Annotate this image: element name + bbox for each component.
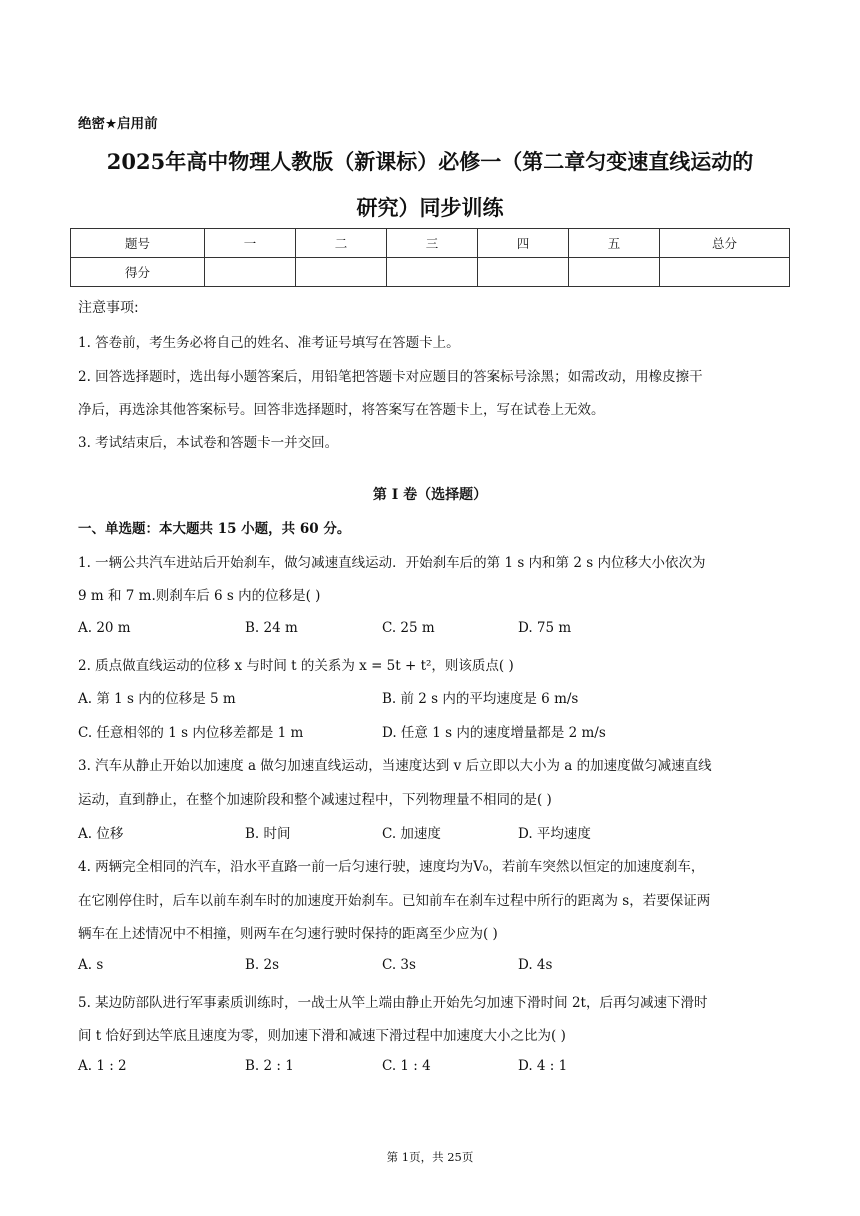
score-cell: 总分 — [660, 229, 790, 258]
question-2-option-a: A. 第 1 s 内的位移是 5 m — [78, 691, 236, 707]
question-3-line: 运动，直到静止，在整个加速阶段和整个减速过程中，下列物理量不相同的是( ) — [78, 792, 552, 808]
question-3-option-d: D. 平均速度 — [518, 826, 591, 842]
score-blank-cell — [205, 258, 296, 287]
notice-heading: 注意事项: — [78, 300, 139, 316]
question-3-option-c: C. 加速度 — [382, 826, 441, 842]
score-table-header-row — [71, 229, 790, 258]
question-2-line: 2. 质点做直线运动的位移 x 与时间 t 的关系为 x = 5t + t²，则该质点( ) — [78, 658, 514, 674]
page-title-line2: 研究）同步训练 — [356, 195, 504, 220]
notice-line: 净后，再选涂其他答案标号。回答非选择题时，将答案写在答题卡上，写在试卷上无效。 — [78, 402, 605, 418]
question-5-option-b: B. 2 : 1 — [245, 1058, 294, 1074]
question-4-option-c: C. 3s — [382, 957, 416, 973]
question-2-option-c: C. 任意相邻的 1 s 内位移差都是 1 m — [78, 725, 304, 741]
question-4-option-d: D. 4s — [518, 957, 553, 973]
question-4-line: 在它刚停住时，后车以前车刹车时的加速度开始刹车。已知前车在刹车过程中所行的距离为 s，若要保证两 — [78, 893, 711, 909]
question-2-option-d: D. 任意 1 s 内的速度增量都是 2 m/s — [382, 725, 606, 741]
question-4-line: 辆车在上述情况中不相撞，则两车在匀速行驶时保持的距离至少应为( ) — [78, 926, 498, 942]
question-1-line: 1. 一辆公共汽车进站后开始刹车，做匀减速直线运动．开始刹车后的第 1 s 内和第 2 s 内位移大小依次为 — [78, 555, 706, 571]
score-cell: 一 — [205, 229, 296, 258]
score-blank-cell — [296, 258, 387, 287]
question-1-option-b: B. 24 m — [245, 620, 298, 636]
question-5-option-d: D. 4 : 1 — [518, 1058, 568, 1074]
question-5-option-c: C. 1 : 4 — [382, 1058, 431, 1074]
score-cell: 五 — [569, 229, 660, 258]
score-blank-cell — [569, 258, 660, 287]
notice-line: 3. 考试结束后，本试卷和答题卡一并交回。 — [78, 435, 339, 451]
question-5-line: 间 t 恰好到达竿底且速度为零，则加速下滑和减速下滑过程中加速度大小之比为( ) — [78, 1028, 566, 1044]
page-footer: 第 1页，共 25页 — [386, 1150, 474, 1164]
score-blank-cell — [387, 258, 478, 287]
score-cell: 得分 — [71, 258, 205, 287]
question-4-option-a: A. s — [78, 957, 104, 973]
secret-label: 绝密★启用前 — [78, 116, 158, 132]
question-3-option-a: A. 位移 — [78, 826, 124, 842]
score-cell: 三 — [387, 229, 478, 258]
notice-line: 1. 答卷前，考生务必将自己的姓名、准考证号填写在答题卡上。 — [78, 335, 460, 351]
question-1-option-a: A. 20 m — [78, 620, 131, 636]
question-4-line: 4. 两辆完全相同的汽车，沿水平直路一前一后匀速行驶，速度均为V₀，若前车突然以恒定的加速度刹车， — [78, 859, 705, 875]
question-3-option-b: B. 时间 — [245, 826, 291, 842]
score-table-score-row — [71, 258, 790, 287]
question-5-option-a: A. 1 : 2 — [78, 1058, 127, 1074]
question-3-line: 3. 汽车从静止开始以加速度 a 做匀加速直线运动，当速度达到 v 后立即以大小为 a 的加速度做匀减速直线 — [78, 758, 712, 774]
score-blank-cell — [660, 258, 790, 287]
question-1-option-c: C. 25 m — [382, 620, 435, 636]
score-blank-cell — [478, 258, 569, 287]
score-cell: 题号 — [71, 229, 205, 258]
score-table — [70, 228, 790, 287]
question-5-line: 5. 某边防部队进行军事素质训练时，一战士从竿上端由静止开始先匀加速下滑时间 2t，后再匀减速下滑时 — [78, 995, 708, 1011]
question-1-line: 9 m 和 7 m.则刹车后 6 s 内的位移是( ) — [78, 588, 321, 604]
question-2-option-b: B. 前 2 s 内的平均速度是 6 m/s — [382, 691, 579, 707]
question-1-option-d: D. 75 m — [518, 620, 572, 636]
score-cell: 二 — [296, 229, 387, 258]
notice-line: 2. 回答选择题时，选出每小题答案后，用铅笔把答题卡对应题目的答案标号涂黑；如需改动，用橡皮擦干 — [78, 369, 703, 385]
section-title: 第 I 卷（选择题） — [372, 487, 488, 503]
page-title-line1: 2025年高中物理人教版（新课标）必修一（第二章匀变速直线运动的 — [106, 149, 754, 174]
question-4-option-b: B. 2s — [245, 957, 280, 973]
score-cell: 四 — [478, 229, 569, 258]
part-heading: 一、单选题：本大题共 15 小题，共 60 分。 — [78, 521, 351, 537]
